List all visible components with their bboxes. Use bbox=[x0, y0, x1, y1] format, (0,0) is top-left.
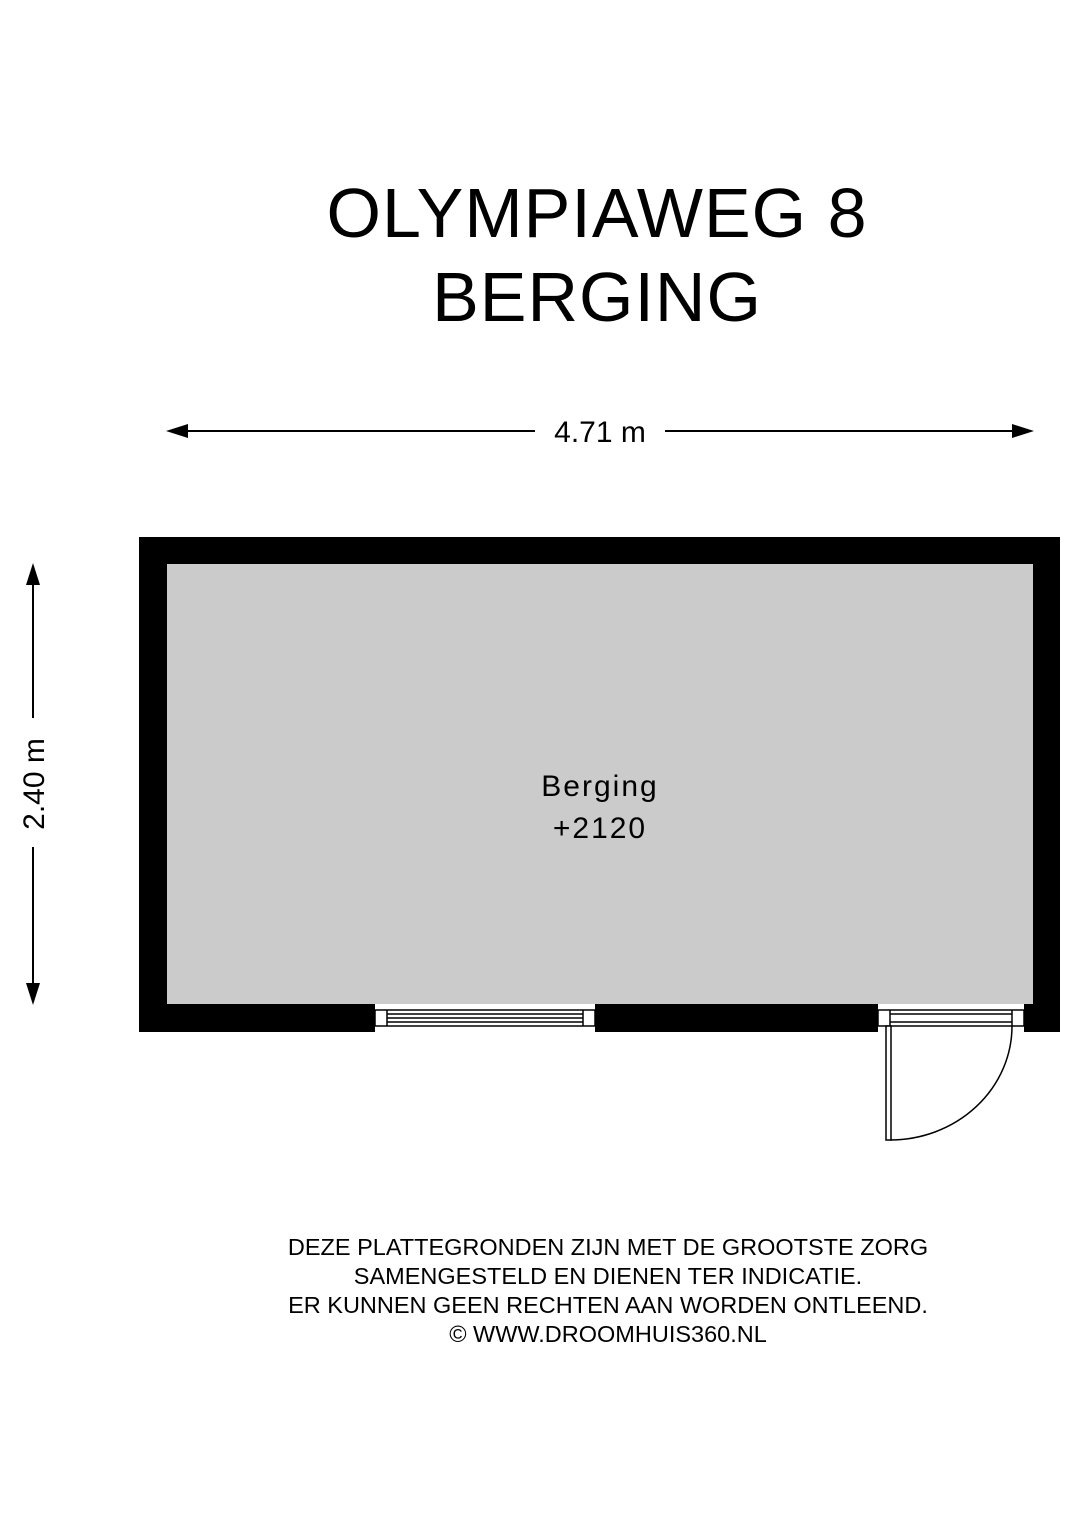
wall-left bbox=[139, 537, 167, 1032]
depth-arrow-up-icon bbox=[26, 563, 40, 585]
depth-dimension bbox=[18, 563, 51, 1005]
wall-bottom-left bbox=[139, 1004, 375, 1032]
depth-dimension-label: 2.40 m bbox=[18, 738, 51, 830]
door-frame bbox=[878, 1010, 1024, 1026]
door bbox=[878, 1010, 1024, 1140]
width-dimension-label: 4.71 m bbox=[554, 416, 646, 449]
door-leaf bbox=[886, 1026, 891, 1140]
plan-title-room: BERGING bbox=[432, 258, 762, 336]
copyright-line: © WWW.DROOMHUIS360.NL bbox=[449, 1321, 767, 1347]
disclaimer-line: DEZE PLATTEGRONDEN ZIJN MET DE GROOTSTE ZORG bbox=[287, 1234, 929, 1260]
disclaimer bbox=[0, 1233, 1080, 1349]
disclaimer-line: SAMENGESTELD EN DIENEN TER INDICATIE. bbox=[353, 1263, 863, 1289]
width-dimension bbox=[166, 416, 1034, 449]
disclaimer-line: ER KUNNEN GEEN RECHTEN AAN WORDEN ONTLEEND. bbox=[288, 1292, 928, 1318]
plan-title-address: OLYMPIAWEG 8 bbox=[326, 174, 868, 252]
room-level-label: +2120 bbox=[552, 812, 648, 845]
window bbox=[375, 1010, 595, 1026]
room-name-label: Berging bbox=[541, 770, 659, 803]
depth-arrow-down-icon bbox=[26, 983, 40, 1005]
width-arrow-right-icon bbox=[1012, 424, 1034, 438]
wall-bottom-middle bbox=[595, 1004, 878, 1032]
wall-bottom-right bbox=[1024, 1004, 1060, 1032]
width-arrow-left-icon bbox=[166, 424, 188, 438]
wall-top bbox=[139, 537, 1060, 564]
door-swing-arc bbox=[890, 1026, 1012, 1140]
wall-right bbox=[1033, 537, 1060, 1032]
